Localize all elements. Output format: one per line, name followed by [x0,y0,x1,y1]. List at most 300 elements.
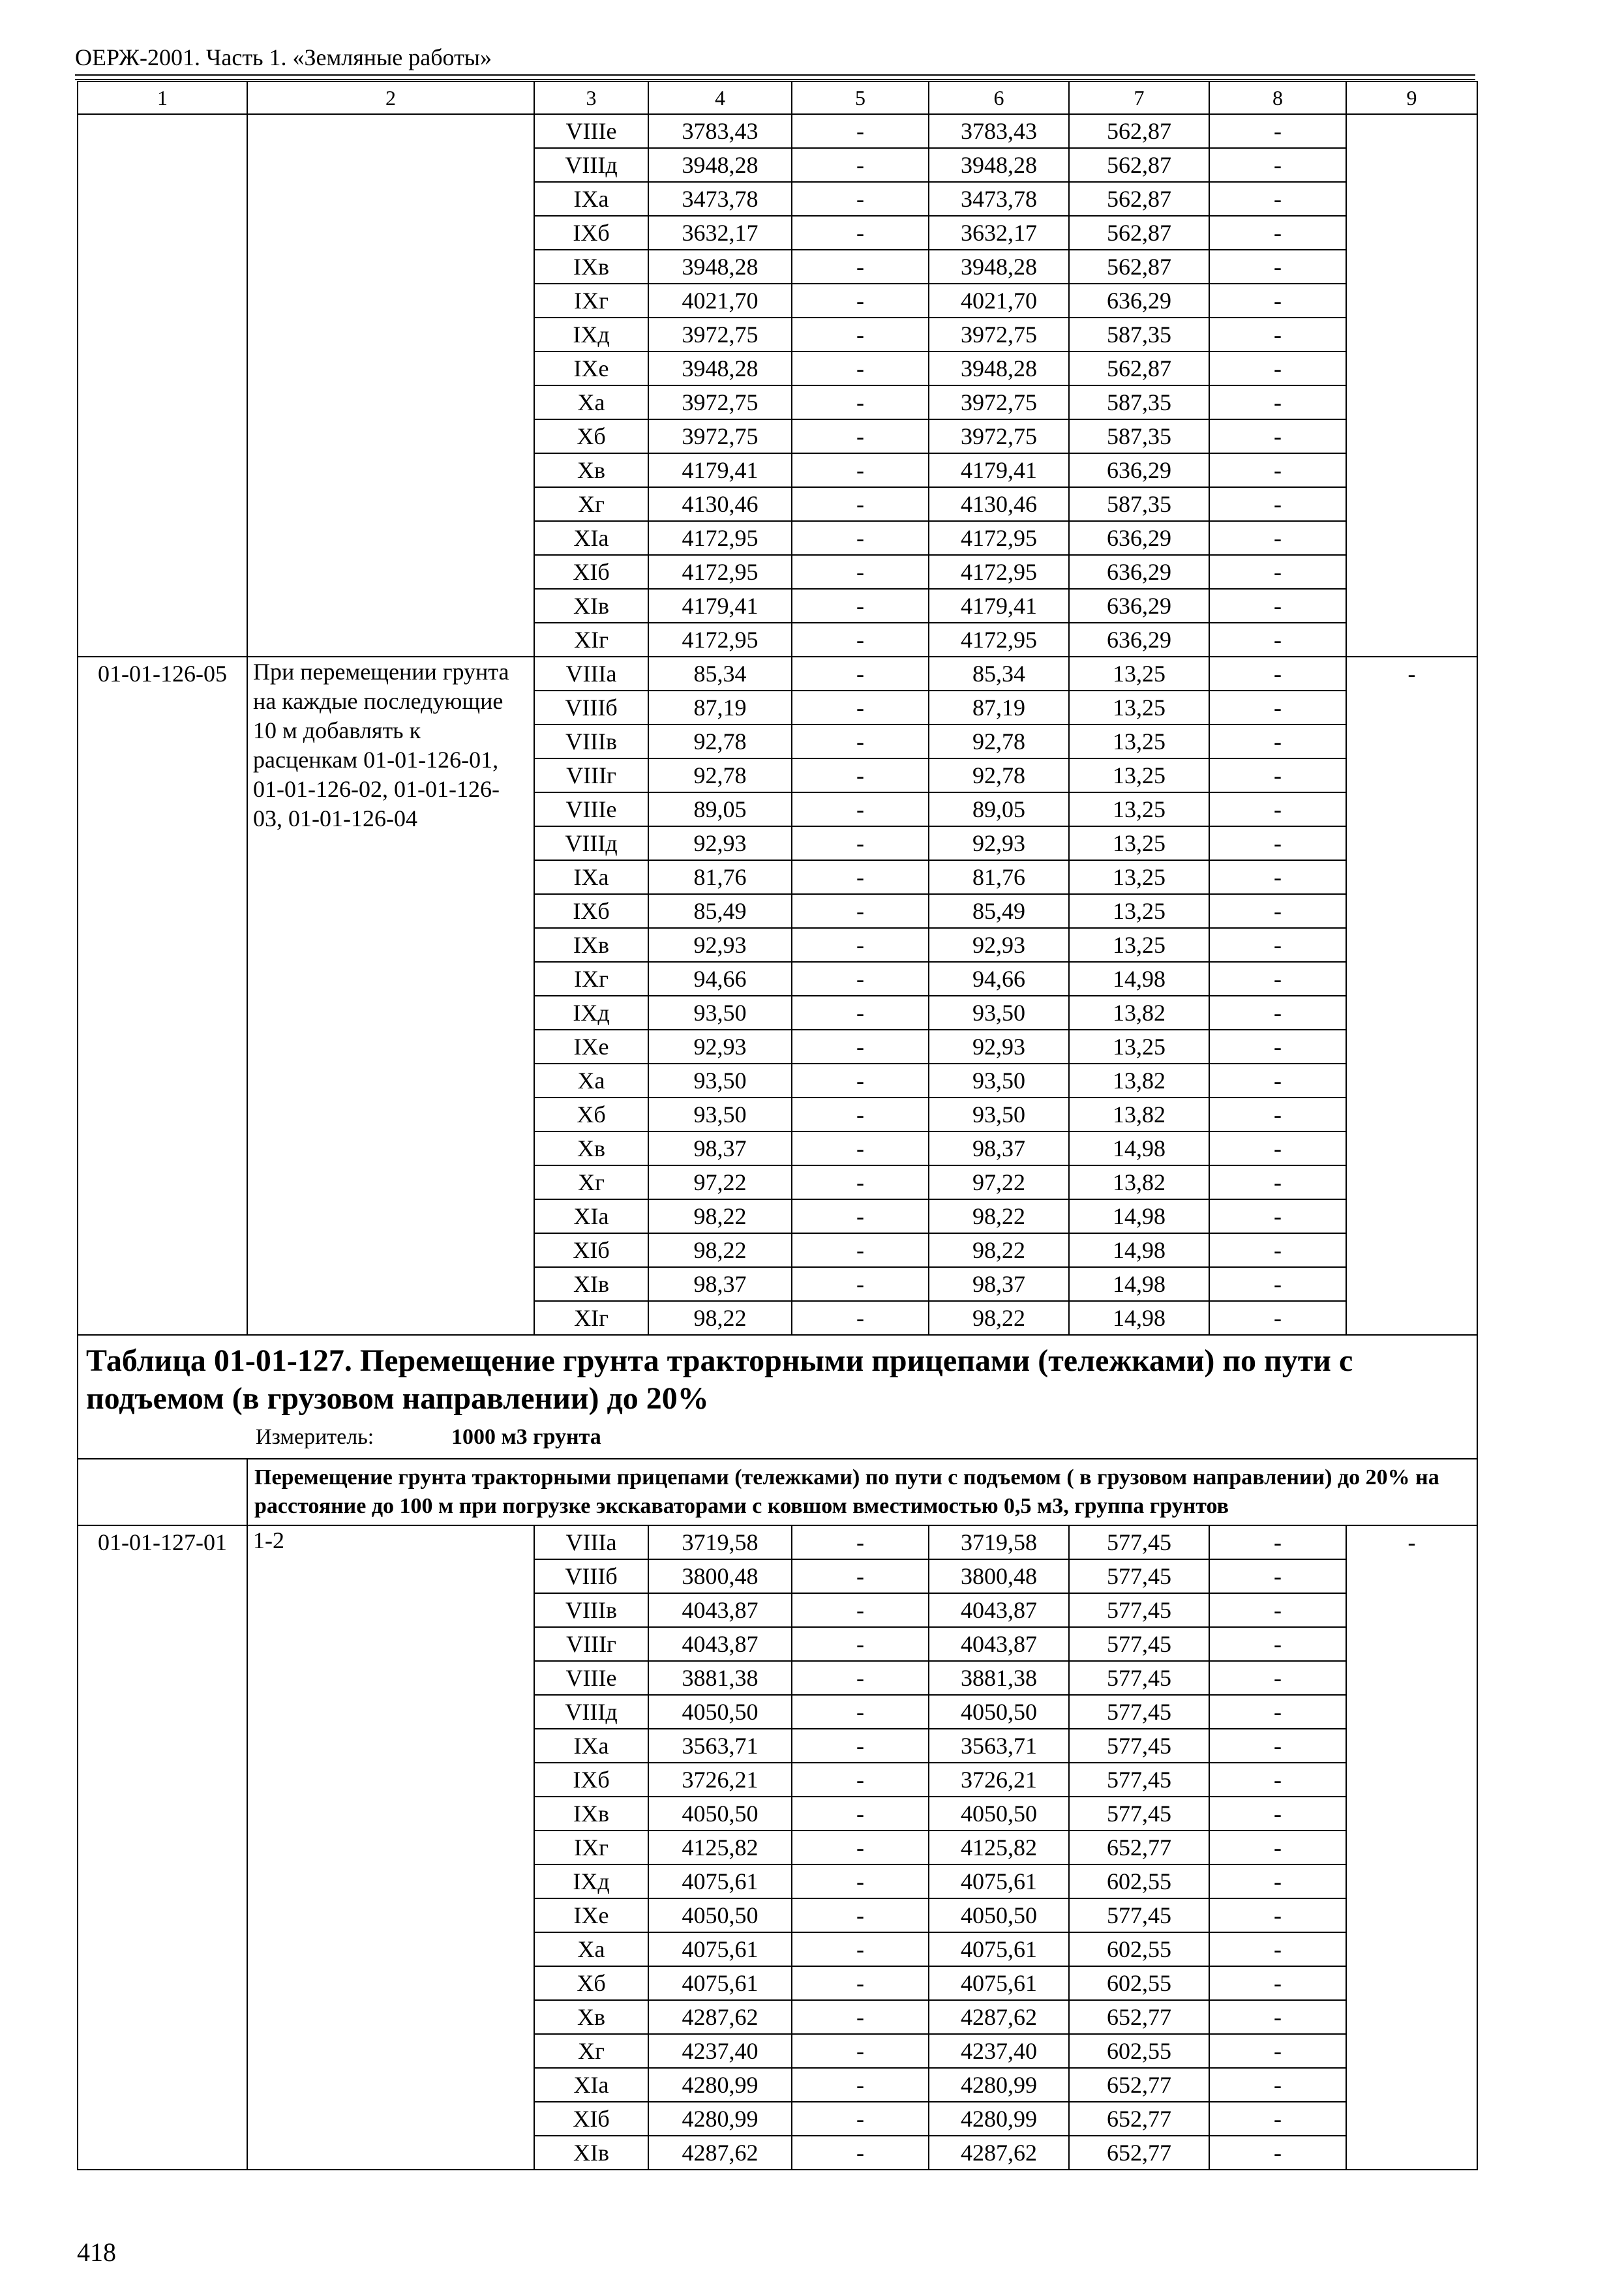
page-header-title: ОЕРЖ-2001. Часть 1. «Земляные работы» [75,44,492,70]
table-cell: 577,45 [1069,1627,1209,1661]
table-cell: - [1209,453,1346,487]
rate-description-cell: При перемещении грунта на каждые последующие 10 м добавлять к расценкам 01-01-126-01, 01-01-126-02, 01-01-126-03, 01-01-126-04 [247,657,534,1335]
section-title-row [78,1335,1477,1459]
table-cell: 587,35 [1069,487,1209,521]
table-cell: Xв [534,453,648,487]
table-cell: 98,22 [929,1199,1069,1233]
table-cell: 4280,99 [648,2068,792,2102]
table-cell: IXб [534,216,648,250]
table-cell: 562,87 [1069,114,1209,148]
column-number: 3 [534,82,648,114]
table-cell: - [1209,148,1346,182]
table-cell: IXа [534,182,648,216]
table-cell: - [792,894,929,928]
table-cell: 14,98 [1069,962,1209,996]
table-cell: 4075,61 [929,1864,1069,1898]
table-cell: 4179,41 [929,453,1069,487]
table-cell: - [792,860,929,894]
table-cell: 13,25 [1069,826,1209,860]
column-number: 2 [247,82,534,114]
table-cell: - [792,250,929,284]
table-cell: 89,05 [648,792,792,826]
table-cell: 3948,28 [929,250,1069,284]
table-cell: 4172,95 [648,555,792,589]
column-number: 7 [1069,82,1209,114]
table-cell: XIб [534,2102,648,2136]
table-cell: 3726,21 [648,1763,792,1797]
table-cell: 577,45 [1069,1695,1209,1729]
table-cell: - [792,962,929,996]
table-cell: - [1209,1898,1346,1932]
table-cell: 652,77 [1069,1831,1209,1864]
column-9-cell: - [1346,1525,1477,2170]
table-cell: - [792,657,929,691]
table-cell: - [1209,1267,1346,1301]
table-cell: - [1209,1593,1346,1627]
table-cell: IXв [534,1797,648,1831]
table-cell: 14,98 [1069,1233,1209,1267]
table-cell: - [1209,996,1346,1030]
table-cell: 4280,99 [929,2068,1069,2102]
table-cell: - [1209,1301,1346,1335]
table-cell: - [1209,318,1346,352]
table-cell: - [1209,725,1346,758]
table-cell: 577,45 [1069,1797,1209,1831]
table-cell: VIIIе [534,1661,648,1695]
table-cell: IXг [534,962,648,996]
table-cell: XIа [534,2068,648,2102]
table-cell: - [1209,1966,1346,2000]
table-cell: 636,29 [1069,521,1209,555]
table-cell: 93,50 [929,996,1069,1030]
table-cell: - [792,1131,929,1165]
table-cell: - [792,725,929,758]
table-cell: 92,93 [648,928,792,962]
table-cell: - [1209,2136,1346,2170]
table-cell: XIг [534,1301,648,1335]
table-cell: 3972,75 [648,419,792,453]
table-cell: 4043,87 [929,1593,1069,1627]
table-cell: - [792,1301,929,1335]
table-cell: - [792,1064,929,1098]
table-cell: 98,37 [929,1131,1069,1165]
table-cell: - [792,352,929,385]
table-cell: 3948,28 [648,250,792,284]
table-cell: 4280,99 [929,2102,1069,2136]
table-cell: 92,78 [648,758,792,792]
table-cell: - [1209,962,1346,996]
table-cell: - [792,318,929,352]
rates-table [77,81,1478,2170]
table-cell: - [1209,1098,1346,1131]
table-row [78,657,1477,691]
table-cell: - [792,1898,929,1932]
table-cell: 3948,28 [648,352,792,385]
table-cell: 93,50 [929,1098,1069,1131]
table-cell: - [1209,1932,1346,1966]
table-cell: VIIIе [534,114,648,148]
table-cell: - [1209,1797,1346,1831]
table-cell: 4172,95 [929,555,1069,589]
table-cell: - [1209,385,1346,419]
section-title-cell [78,1335,1477,1459]
table-cell: 3632,17 [929,216,1069,250]
table-cell: 4280,99 [648,2102,792,2136]
table-cell: - [1209,1233,1346,1267]
table-cell: - [792,1233,929,1267]
table-cell: 4179,41 [648,453,792,487]
column-numbers-row [78,82,1477,114]
rate-description-cell: 1-2 [247,1525,534,2170]
table-cell: IXд [534,1864,648,1898]
table-cell: 98,37 [648,1131,792,1165]
table-cell: 92,93 [929,826,1069,860]
table-cell: - [792,623,929,657]
table-cell: - [792,2102,929,2136]
table-cell: 3972,75 [648,318,792,352]
table-cell: IXб [534,1763,648,1797]
table-cell: - [1209,792,1346,826]
table-cell: 652,77 [1069,2136,1209,2170]
table-cell: 92,93 [929,928,1069,962]
table-cell: 4237,40 [648,2034,792,2068]
table-cell: 13,25 [1069,725,1209,758]
column-number: 9 [1346,82,1477,114]
table-cell: 85,49 [648,894,792,928]
table-row [78,1525,1477,1559]
table-cell: 3948,28 [929,148,1069,182]
table-cell: 98,22 [929,1233,1069,1267]
table-cell: 4050,50 [929,1898,1069,1932]
table-cell: 4050,50 [929,1695,1069,1729]
table-cell: - [1209,216,1346,250]
table-cell: 3972,75 [929,385,1069,419]
table-cell: - [1209,352,1346,385]
table-cell: VIIIб [534,691,648,725]
table-cell: - [792,1729,929,1763]
table-cell: - [792,996,929,1030]
table-cell: 4125,82 [648,1831,792,1864]
table-cell: 13,82 [1069,1064,1209,1098]
table-cell: VIIIб [534,1559,648,1593]
table-cell: - [1209,1695,1346,1729]
table-cell: IXг [534,284,648,318]
table-cell: 3881,38 [648,1661,792,1695]
table-cell: - [792,792,929,826]
column-number: 5 [792,82,929,114]
table-cell: - [792,1165,929,1199]
table-cell: - [792,385,929,419]
table-cell: 3473,78 [929,182,1069,216]
table-cell: - [1209,1864,1346,1898]
table-cell: 92,93 [648,1030,792,1064]
table-cell: 81,76 [929,860,1069,894]
table-cell: 92,93 [648,826,792,860]
table-cell: 14,98 [1069,1301,1209,1335]
table-cell: 13,25 [1069,928,1209,962]
table-cell: - [1209,894,1346,928]
table-cell: - [792,2136,929,2170]
table-cell: IXб [534,894,648,928]
table-cell: Xа [534,1932,648,1966]
table-cell: 98,22 [648,1199,792,1233]
table-cell: VIIIа [534,657,648,691]
table-cell: - [792,555,929,589]
table-cell: 587,35 [1069,318,1209,352]
table-cell: 87,19 [929,691,1069,725]
table-cell: - [1209,928,1346,962]
table-cell: 4021,70 [648,284,792,318]
table-cell: 3948,28 [648,148,792,182]
table-cell: XIб [534,1233,648,1267]
table-cell: 14,98 [1069,1199,1209,1233]
table-cell: 562,87 [1069,216,1209,250]
table-cell: 4179,41 [929,589,1069,623]
table-cell: - [792,182,929,216]
table-cell: - [1209,2068,1346,2102]
table-cell: 4172,95 [929,521,1069,555]
table-cell: - [792,589,929,623]
table-cell: Xа [534,1064,648,1098]
table-cell: XIб [534,555,648,589]
table-cell: 97,22 [929,1165,1069,1199]
rate-code-cell: 01-01-127-01 [78,1525,247,2170]
table-cell: - [792,1593,929,1627]
table-cell: 98,37 [648,1267,792,1301]
table-cell: - [1209,1661,1346,1695]
table-cell: - [1209,250,1346,284]
table-cell: 14,98 [1069,1131,1209,1165]
table-cell: - [792,2034,929,2068]
table-cell: - [1209,1627,1346,1661]
table-cell: 93,50 [648,1064,792,1098]
table-cell: 13,82 [1069,1165,1209,1199]
table-cell: 93,50 [648,1098,792,1131]
table-cell: 577,45 [1069,1661,1209,1695]
table-cell: VIIIд [534,1695,648,1729]
column-9-cell: - [1346,657,1477,1335]
table-cell: 4172,95 [648,623,792,657]
table-cell: 98,22 [929,1301,1069,1335]
table-cell: - [1209,2102,1346,2136]
table-cell: - [1209,1030,1346,1064]
table-cell: 4172,95 [648,521,792,555]
table-cell: - [792,1199,929,1233]
table-cell: 98,37 [929,1267,1069,1301]
table-cell: 577,45 [1069,1898,1209,1932]
table-cell: 562,87 [1069,352,1209,385]
table-cell: 85,34 [929,657,1069,691]
table-cell: - [1209,284,1346,318]
table-cell: 4287,62 [648,2136,792,2170]
table-cell: - [1209,826,1346,860]
table-cell: XIв [534,2136,648,2170]
column-9-cell [1346,114,1477,657]
table-cell: - [792,419,929,453]
table-cell: Xг [534,2034,648,2068]
table-cell: 3800,48 [929,1559,1069,1593]
table-cell: IXд [534,318,648,352]
table-cell: 636,29 [1069,453,1209,487]
table-cell: 4179,41 [648,589,792,623]
table-cell: - [792,284,929,318]
table-cell: 3783,43 [648,114,792,148]
table-cell: 4125,82 [929,1831,1069,1864]
table-cell: IXе [534,1898,648,1932]
table-cell: 13,25 [1069,1030,1209,1064]
table-cell: 13,25 [1069,792,1209,826]
table-cell: 3800,48 [648,1559,792,1593]
table-cell: - [1209,2034,1346,2068]
table-cell: - [792,1559,929,1593]
table-cell: - [792,1864,929,1898]
table-cell: 577,45 [1069,1525,1209,1559]
table-cell: 4287,62 [929,2136,1069,2170]
table-cell: 636,29 [1069,555,1209,589]
table-cell: 13,82 [1069,1098,1209,1131]
table-cell: VIIIг [534,1627,648,1661]
table-cell: - [792,148,929,182]
table-cell: - [1209,1763,1346,1797]
table-cell: 4043,87 [648,1593,792,1627]
table-cell: - [792,1627,929,1661]
table-cell: - [1209,487,1346,521]
table-cell: - [792,1831,929,1864]
table-cell: 92,78 [648,725,792,758]
table-cell: - [1209,623,1346,657]
table-cell: - [1209,657,1346,691]
table-cell: IXд [534,996,648,1030]
table-cell: VIIIг [534,758,648,792]
section-subtitle-row [78,1459,1477,1525]
table-cell: Xв [534,1131,648,1165]
table-cell: VIIIв [534,1593,648,1627]
table-cell: 3719,58 [648,1525,792,1559]
table-cell: 4050,50 [648,1797,792,1831]
table-cell: - [792,1797,929,1831]
table-cell: Xа [534,385,648,419]
table-cell: VIIIв [534,725,648,758]
table-cell: XIа [534,521,648,555]
table-cell: 98,22 [648,1233,792,1267]
unit-value: 1000 м3 грунта [451,1425,601,1449]
unit-line [86,1423,1469,1452]
table-cell: - [1209,1199,1346,1233]
table-cell: 3948,28 [929,352,1069,385]
table-cell: 4075,61 [929,1966,1069,2000]
table-cell: - [792,1267,929,1301]
rate-code-cell [78,114,247,657]
table-cell: 4287,62 [648,2000,792,2034]
table-cell: - [792,453,929,487]
table-cell: - [792,1661,929,1695]
column-number: 6 [929,82,1069,114]
subtitle-empty-cell [78,1459,247,1525]
table-cell: - [792,1098,929,1131]
table-cell: - [1209,1525,1346,1559]
table-cell: VIIIе [534,792,648,826]
table-cell: - [1209,419,1346,453]
table-cell: 13,25 [1069,657,1209,691]
column-number: 8 [1209,82,1346,114]
table-cell: XIг [534,623,648,657]
table-cell: IXа [534,1729,648,1763]
table-cell: 4237,40 [929,2034,1069,2068]
table-cell: - [1209,691,1346,725]
table-cell: IXг [534,1831,648,1864]
table-cell: - [1209,860,1346,894]
table-cell: - [792,928,929,962]
table-cell: XIв [534,589,648,623]
table-cell: 4050,50 [929,1797,1069,1831]
table-cell: - [792,691,929,725]
table-cell: - [1209,1729,1346,1763]
table-cell: - [792,487,929,521]
table-cell: VIIIд [534,148,648,182]
table-cell: - [1209,589,1346,623]
table-cell: 4050,50 [648,1695,792,1729]
table-cell: 93,50 [648,996,792,1030]
section-title: Таблица 01-01-127. Перемещение грунта тракторными прицепами (тележками) по пути с подъемом (в грузовом направлении) до 20% [86,1343,1353,1416]
table-cell: - [1209,758,1346,792]
table-cell: 13,25 [1069,860,1209,894]
table-cell: 3972,75 [929,318,1069,352]
table-cell: 602,55 [1069,1864,1209,1898]
table-cell: 652,77 [1069,2000,1209,2034]
table-cell: 13,82 [1069,996,1209,1030]
table-cell: - [792,216,929,250]
table-cell: 13,25 [1069,894,1209,928]
table-cell: - [792,2000,929,2034]
table-cell: - [1209,1131,1346,1165]
table-cell: 85,34 [648,657,792,691]
table-cell: 14,98 [1069,1267,1209,1301]
table-cell: - [792,1932,929,1966]
table-cell: 562,87 [1069,250,1209,284]
table-cell: 4075,61 [648,1864,792,1898]
column-number: 4 [648,82,792,114]
table-cell: VIIIа [534,1525,648,1559]
table-cell: 3563,71 [648,1729,792,1763]
table-cell: 4130,46 [929,487,1069,521]
table-cell: - [792,1966,929,2000]
page-number: 418 [77,2237,116,2267]
table-cell: Xб [534,419,648,453]
table-cell: 4075,61 [648,1966,792,2000]
table-cell: 587,35 [1069,385,1209,419]
table-cell: 94,66 [929,962,1069,996]
table-cell: IXв [534,250,648,284]
table-cell: 577,45 [1069,1763,1209,1797]
table-cell: 602,55 [1069,1966,1209,2000]
table-cell: 4075,61 [648,1932,792,1966]
table-cell: Xб [534,1098,648,1131]
table-cell: 89,05 [929,792,1069,826]
table-cell: 577,45 [1069,1729,1209,1763]
table-cell: 562,87 [1069,182,1209,216]
table-cell: 98,22 [648,1301,792,1335]
table-cell: - [792,2068,929,2102]
table-cell: 4043,87 [929,1627,1069,1661]
table-cell: XIв [534,1267,648,1301]
table-cell: 3726,21 [929,1763,1069,1797]
table-cell: - [792,1525,929,1559]
table-cell: 4043,87 [648,1627,792,1661]
table-cell: IXа [534,860,648,894]
table-cell: 3972,75 [929,419,1069,453]
table-cell: - [1209,1064,1346,1098]
table-cell: 92,78 [929,725,1069,758]
